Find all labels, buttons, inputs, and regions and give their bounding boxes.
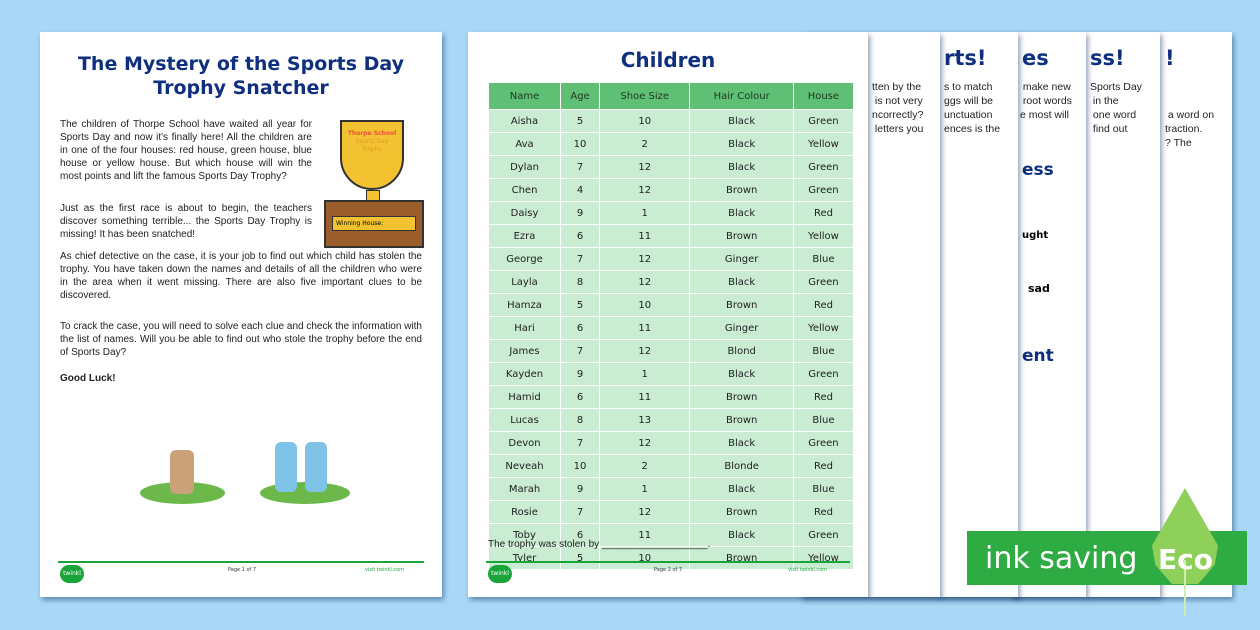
table-cell: 2: [600, 133, 690, 156]
page-1: [40, 32, 442, 597]
table-cell: Brown: [690, 409, 793, 432]
table-cell: Rosie: [489, 501, 561, 524]
table-cell: Red: [793, 501, 853, 524]
table-cell: Red: [793, 202, 853, 225]
table-cell: 8: [561, 271, 600, 294]
table-row: [489, 386, 854, 409]
table-cell: Hamza: [489, 294, 561, 317]
table-cell: Ezra: [489, 225, 561, 248]
twinkl-logo: twinkl: [60, 565, 84, 583]
table-row: [489, 133, 854, 156]
back-page-5-title: !: [1165, 46, 1175, 70]
table-cell: 5: [561, 110, 600, 133]
back-page-3-text: make new root words e most will: [1020, 81, 1072, 121]
word-ught: ught: [1022, 230, 1049, 241]
table-cell: 12: [600, 340, 690, 363]
table-cell: Red: [793, 294, 853, 317]
word-ess: ess: [1022, 160, 1054, 180]
table-cell: 7: [561, 248, 600, 271]
table-cell: 7: [561, 501, 600, 524]
table-cell: Green: [793, 271, 853, 294]
table-cell: 1: [600, 202, 690, 225]
table-cell: Ginger: [690, 248, 793, 271]
table-cell: 1: [600, 478, 690, 501]
footer: [486, 561, 850, 563]
table-cell: Yellow: [793, 133, 853, 156]
table-cell: Yellow: [793, 547, 853, 570]
table-cell: Black: [690, 156, 793, 179]
table-row: [489, 363, 854, 386]
column-header: Hair Colour: [690, 83, 793, 110]
table-cell: Blue: [793, 340, 853, 363]
site-link: visit twinkl.com: [788, 567, 828, 573]
table-cell: 2: [600, 455, 690, 478]
table-cell: 10: [600, 294, 690, 317]
table-cell: 12: [600, 179, 690, 202]
trophy-line3: Trophy: [362, 146, 382, 153]
table-cell: Black: [690, 133, 793, 156]
table-cell: Red: [793, 386, 853, 409]
table-cell: 5: [561, 294, 600, 317]
table-cell: Blonde: [690, 455, 793, 478]
task-paragraph: As chief detective on the case, it is your job to find out which child has stolen the trophy. You have taken down the names and details of all the children who were in the area when it went missing. There are also five important clues to be discovered.: [60, 251, 422, 301]
page-title: The Mystery of the Sports Day Trophy Snatcher: [77, 53, 405, 99]
table-row: [489, 478, 854, 501]
twinkl-logo: twinkl: [488, 565, 512, 583]
page-number: Page 2 of 7: [654, 567, 683, 573]
column-header: Name: [489, 83, 561, 110]
table-row: [489, 501, 854, 524]
table-cell: Daisy: [489, 202, 561, 225]
table-cell: Aisha: [489, 110, 561, 133]
table-cell: Lucas: [489, 409, 561, 432]
trophy-plaque: Winning House:: [332, 216, 416, 231]
table-cell: Green: [793, 432, 853, 455]
table-cell: Dylan: [489, 156, 561, 179]
column-header: Age: [561, 83, 600, 110]
table-cell: Ginger: [690, 317, 793, 340]
table-cell: 11: [600, 524, 690, 547]
table-cell: Blue: [793, 409, 853, 432]
table-row: [489, 340, 854, 363]
table-cell: James: [489, 340, 561, 363]
table-cell: Ava: [489, 133, 561, 156]
table-cell: 7: [561, 156, 600, 179]
table-cell: Black: [690, 271, 793, 294]
table-cell: Marah: [489, 478, 561, 501]
table-cell: Green: [793, 156, 853, 179]
back-page-1-text: tten by the is not very ncorrectly? letters you: [872, 81, 924, 135]
table-cell: Brown: [690, 501, 793, 524]
table-cell: Neveah: [489, 455, 561, 478]
table-cell: 9: [561, 363, 600, 386]
site-link: visit twinkl.com: [365, 567, 405, 573]
intro-paragraph: The children of Thorpe School have waited all year for Sports Day and now it's finally here! All the children are in one of the four houses: red house, green house, blue house or yellow house. But which house will win the most points and lift the famous Sports Day Trophy?: [60, 119, 312, 182]
table-cell: 6: [561, 317, 600, 340]
table-cell: 12: [600, 271, 690, 294]
table-cell: Hamid: [489, 386, 561, 409]
table-row: [489, 432, 854, 455]
column-header: House: [793, 83, 853, 110]
table-cell: 10: [561, 133, 600, 156]
table-cell: Brown: [690, 547, 793, 570]
table-cell: Green: [793, 179, 853, 202]
table-cell: Black: [690, 478, 793, 501]
back-page-4-title: ss!: [1090, 46, 1125, 70]
table-row: [489, 156, 854, 179]
table-cell: 10: [561, 455, 600, 478]
table-title: Children: [620, 48, 716, 72]
children-illustration: [140, 442, 350, 512]
table-row: [489, 409, 854, 432]
table-cell: Black: [690, 110, 793, 133]
eco-label: Eco: [1158, 543, 1213, 576]
table-row: [489, 455, 854, 478]
table-cell: Black: [690, 432, 793, 455]
word-sad: sad: [1028, 282, 1050, 295]
table-cell: Red: [793, 455, 853, 478]
page-2: [468, 32, 868, 597]
badge-label: ink saving: [985, 541, 1138, 576]
table-cell: 11: [600, 225, 690, 248]
table-row: [489, 179, 854, 202]
table-cell: Green: [793, 110, 853, 133]
table-cell: 7: [561, 432, 600, 455]
table-cell: Kayden: [489, 363, 561, 386]
table-cell: Brown: [690, 179, 793, 202]
table-cell: Green: [793, 524, 853, 547]
table-cell: Yellow: [793, 225, 853, 248]
table-cell: Brown: [690, 386, 793, 409]
table-cell: 12: [600, 248, 690, 271]
story-paragraph: Just as the first race is about to begin, the teachers discover something terrible... the Sports Day Trophy is missing! It has been snatched!: [60, 203, 312, 240]
table-cell: Layla: [489, 271, 561, 294]
table-cell: 10: [600, 110, 690, 133]
table-cell: Black: [690, 202, 793, 225]
table-cell: 6: [561, 524, 600, 547]
table-row: [489, 294, 854, 317]
table-cell: 7: [561, 340, 600, 363]
table-cell: Blue: [793, 248, 853, 271]
back-page-4-text: Sports Day in the one word find out: [1090, 81, 1142, 135]
table-cell: 9: [561, 202, 600, 225]
table-cell: Tyler: [489, 547, 561, 570]
table-cell: Chen: [489, 179, 561, 202]
table-cell: Toby: [489, 524, 561, 547]
table-cell: 6: [561, 386, 600, 409]
table-cell: 13: [600, 409, 690, 432]
table-cell: Devon: [489, 432, 561, 455]
table-cell: Green: [793, 363, 853, 386]
table-cell: 12: [600, 501, 690, 524]
table-cell: George: [489, 248, 561, 271]
trophy-line2: Sports Day: [355, 138, 389, 145]
table-cell: Hari: [489, 317, 561, 340]
back-page-2-title: rts!: [944, 46, 987, 70]
table-row: [489, 202, 854, 225]
table-cell: 9: [561, 478, 600, 501]
table-cell: Black: [690, 363, 793, 386]
table-cell: 12: [600, 156, 690, 179]
back-page-2-text: s to match ggs will be unctuation ences is the: [944, 81, 1001, 135]
table-row: [489, 271, 854, 294]
children-table: [488, 82, 854, 570]
footer: [58, 561, 424, 563]
table-row: [489, 317, 854, 340]
answer-line: The trophy was stolen by ___________________.: [488, 539, 711, 550]
table-cell: Black: [690, 524, 793, 547]
column-header: Shoe Size: [600, 83, 690, 110]
table-cell: Brown: [690, 294, 793, 317]
table-cell: 5: [561, 547, 600, 570]
page-number: Page 1 of 7: [228, 567, 257, 573]
trophy-school: Thorpe School: [347, 130, 397, 137]
table-cell: 8: [561, 409, 600, 432]
table-cell: Blue: [793, 478, 853, 501]
word-ent: ent: [1022, 346, 1054, 366]
good-luck: Good Luck!: [60, 373, 116, 384]
instructions-paragraph: To crack the case, you will need to solve each clue and check the information with the list of names. Will you be able to find out who stole the trophy before the end of Sports Day?: [60, 321, 422, 358]
table-cell: 6: [561, 225, 600, 248]
table-row: [489, 248, 854, 271]
table-cell: Brown: [690, 225, 793, 248]
table-cell: 4: [561, 179, 600, 202]
table-cell: 12: [600, 432, 690, 455]
back-page-3-title: es: [1022, 46, 1049, 70]
trophy-image: [322, 120, 422, 246]
table-cell: Blond: [690, 340, 793, 363]
back-page-5-text: a word on traction. ? The: [1165, 109, 1215, 149]
table-cell: 1: [600, 363, 690, 386]
table-cell: 11: [600, 317, 690, 340]
table-cell: 10: [600, 547, 690, 570]
table-row: [489, 225, 854, 248]
table-cell: Yellow: [793, 317, 853, 340]
table-cell: 11: [600, 386, 690, 409]
table-row: [489, 110, 854, 133]
